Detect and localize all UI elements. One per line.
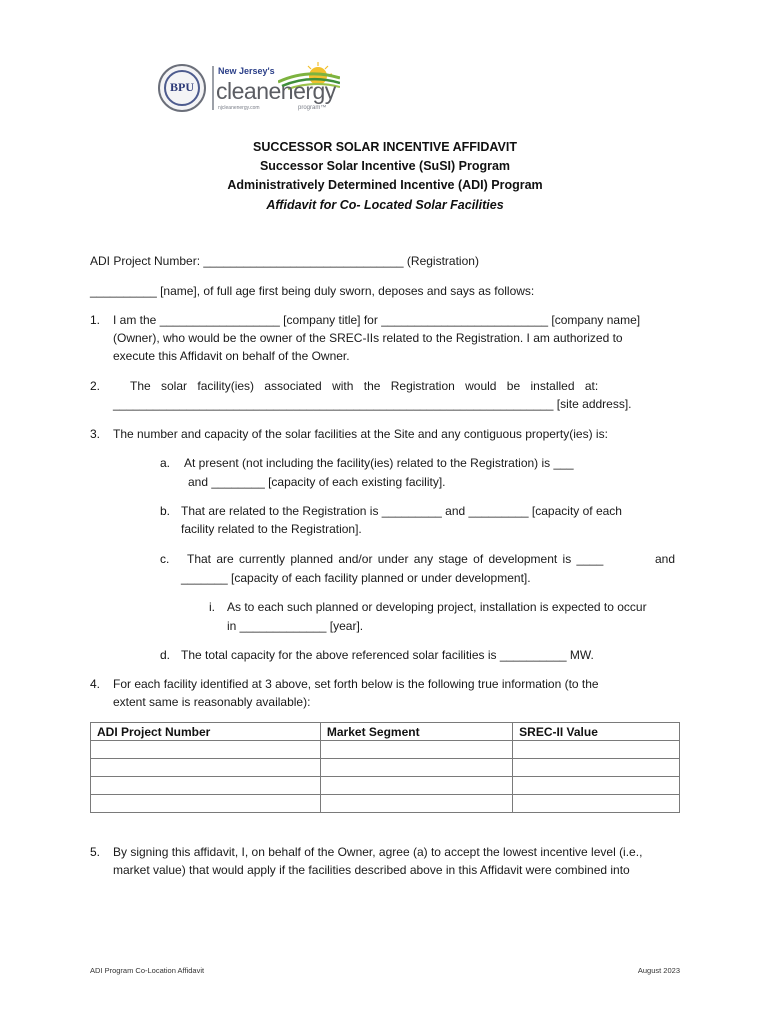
table-cell[interactable]	[91, 741, 321, 759]
item-5-line-1: By signing this affidavit, I, on behalf of the Owner, agree (a) to accept the lowest incentive level (i.e.,	[113, 845, 643, 859]
header-adi-project-number: ADI Project Number	[91, 723, 321, 741]
item-3-number: 3.	[90, 427, 101, 441]
table-row	[91, 759, 680, 777]
table-cell[interactable]	[513, 777, 680, 795]
item-3ci-line-1: As to each such planned or developing project, installation is expected to occur	[227, 600, 647, 614]
item-3c-line-2: _______ [capacity of each facility planned or under development].	[181, 571, 531, 585]
item-3c-label: c.	[160, 552, 170, 566]
table-cell[interactable]	[320, 759, 512, 777]
header-srec-ii-value: SREC-II Value	[513, 723, 680, 741]
item-3a-label: a.	[160, 456, 171, 470]
item-4-number: 4.	[90, 677, 101, 691]
item-3a-line-1: At present (not including the facility(ies) related to the Registration) is ___	[184, 456, 574, 470]
footer-date: August 2023	[637, 966, 680, 975]
table-row	[91, 741, 680, 759]
logo-divider	[212, 66, 214, 110]
name-line: __________ [name], of full age first being duly sworn, deposes and says as follows:	[90, 284, 535, 298]
document-title: SUCCESSOR SOLAR INCENTIVE AFFIDAVIT	[253, 140, 517, 154]
adi-project-number-line: ADI Project Number: ______________________________ (Registration)	[90, 254, 479, 268]
item-1-line-2: (Owner), who would be the owner of the SREC-IIs related to the Registration. I am authorized to	[113, 331, 623, 345]
header-market-segment: Market Segment	[320, 723, 512, 741]
logo-subline: njcleanenergy.com	[218, 105, 260, 111]
affidavit-subtitle: Affidavit for Co- Located Solar Facilities	[266, 198, 504, 212]
bpu-seal	[158, 64, 206, 112]
table-cell[interactable]	[320, 741, 512, 759]
table-cell[interactable]	[91, 795, 321, 813]
table-cell[interactable]	[513, 795, 680, 813]
item-3-line-1: The number and capacity of the solar facilities at the Site and any contiguous property(ies) is:	[113, 427, 608, 441]
table-cell[interactable]	[513, 741, 680, 759]
item-3b-label: b.	[160, 504, 171, 518]
adi-title: Administratively Determined Incentive (ADI) Program	[227, 178, 543, 192]
item-3b-line-1: That are related to the Registration is _________ and _________ [capacity of each	[181, 504, 622, 518]
item-5-line-2: market value) that would apply if the facilities described above in this Affidavit were combined into	[113, 863, 630, 877]
item-3c-line-1-end: and	[655, 552, 676, 566]
table-cell[interactable]	[513, 759, 680, 777]
item-3ci-label: i.	[209, 600, 215, 614]
item-3d-line-1: The total capacity for the above referenced solar facilities is __________ MW.	[181, 648, 594, 662]
facility-table	[90, 722, 680, 813]
footer-document-name: ADI Program Co-Location Affidavit	[90, 966, 205, 975]
program-logo	[158, 60, 340, 116]
item-2-line-2: __________________________________________________________________ [site address].	[113, 397, 632, 411]
table-cell[interactable]	[320, 795, 512, 813]
table-cell[interactable]	[91, 777, 321, 795]
logo-tagline: New Jersey's	[218, 66, 275, 76]
logo-program: program™	[298, 105, 327, 111]
seal-text: BPU	[170, 80, 194, 94]
logo-brand: cleanenergy	[216, 78, 336, 104]
program-title: Successor Solar Incentive (SuSI) Program	[259, 159, 511, 173]
item-1-number: 1.	[90, 313, 101, 327]
table-row	[91, 795, 680, 813]
item-1-line-1: I am the __________________ [company title] for _________________________ [company name]	[113, 313, 641, 327]
table-cell[interactable]	[91, 759, 321, 777]
item-3c-line-1: That are currently planned and/or under any stage of development is ____	[187, 552, 604, 566]
item-4-line-1: For each facility identified at 3 above, set forth below is the following true information (to the	[113, 677, 599, 691]
table-row	[91, 777, 680, 795]
item-3b-line-2: facility related to the Registration].	[181, 522, 362, 536]
table-header-row	[91, 723, 680, 741]
item-1-line-3: execute this Affidavit on behalf of the Owner.	[113, 349, 350, 363]
item-4-line-2: extent same is reasonably available):	[113, 695, 311, 709]
item-5-number: 5.	[90, 845, 101, 859]
item-2-line-1: The solar facility(ies) associated with the Registration would be installed at:	[130, 379, 599, 393]
table-cell[interactable]	[320, 777, 512, 795]
item-3d-label: d.	[160, 648, 171, 662]
item-2-number: 2.	[90, 379, 101, 393]
item-3ci-line-2: in _____________ [year].	[227, 619, 364, 633]
item-3a-line-2: and ________ [capacity of each existing facility].	[188, 475, 446, 489]
